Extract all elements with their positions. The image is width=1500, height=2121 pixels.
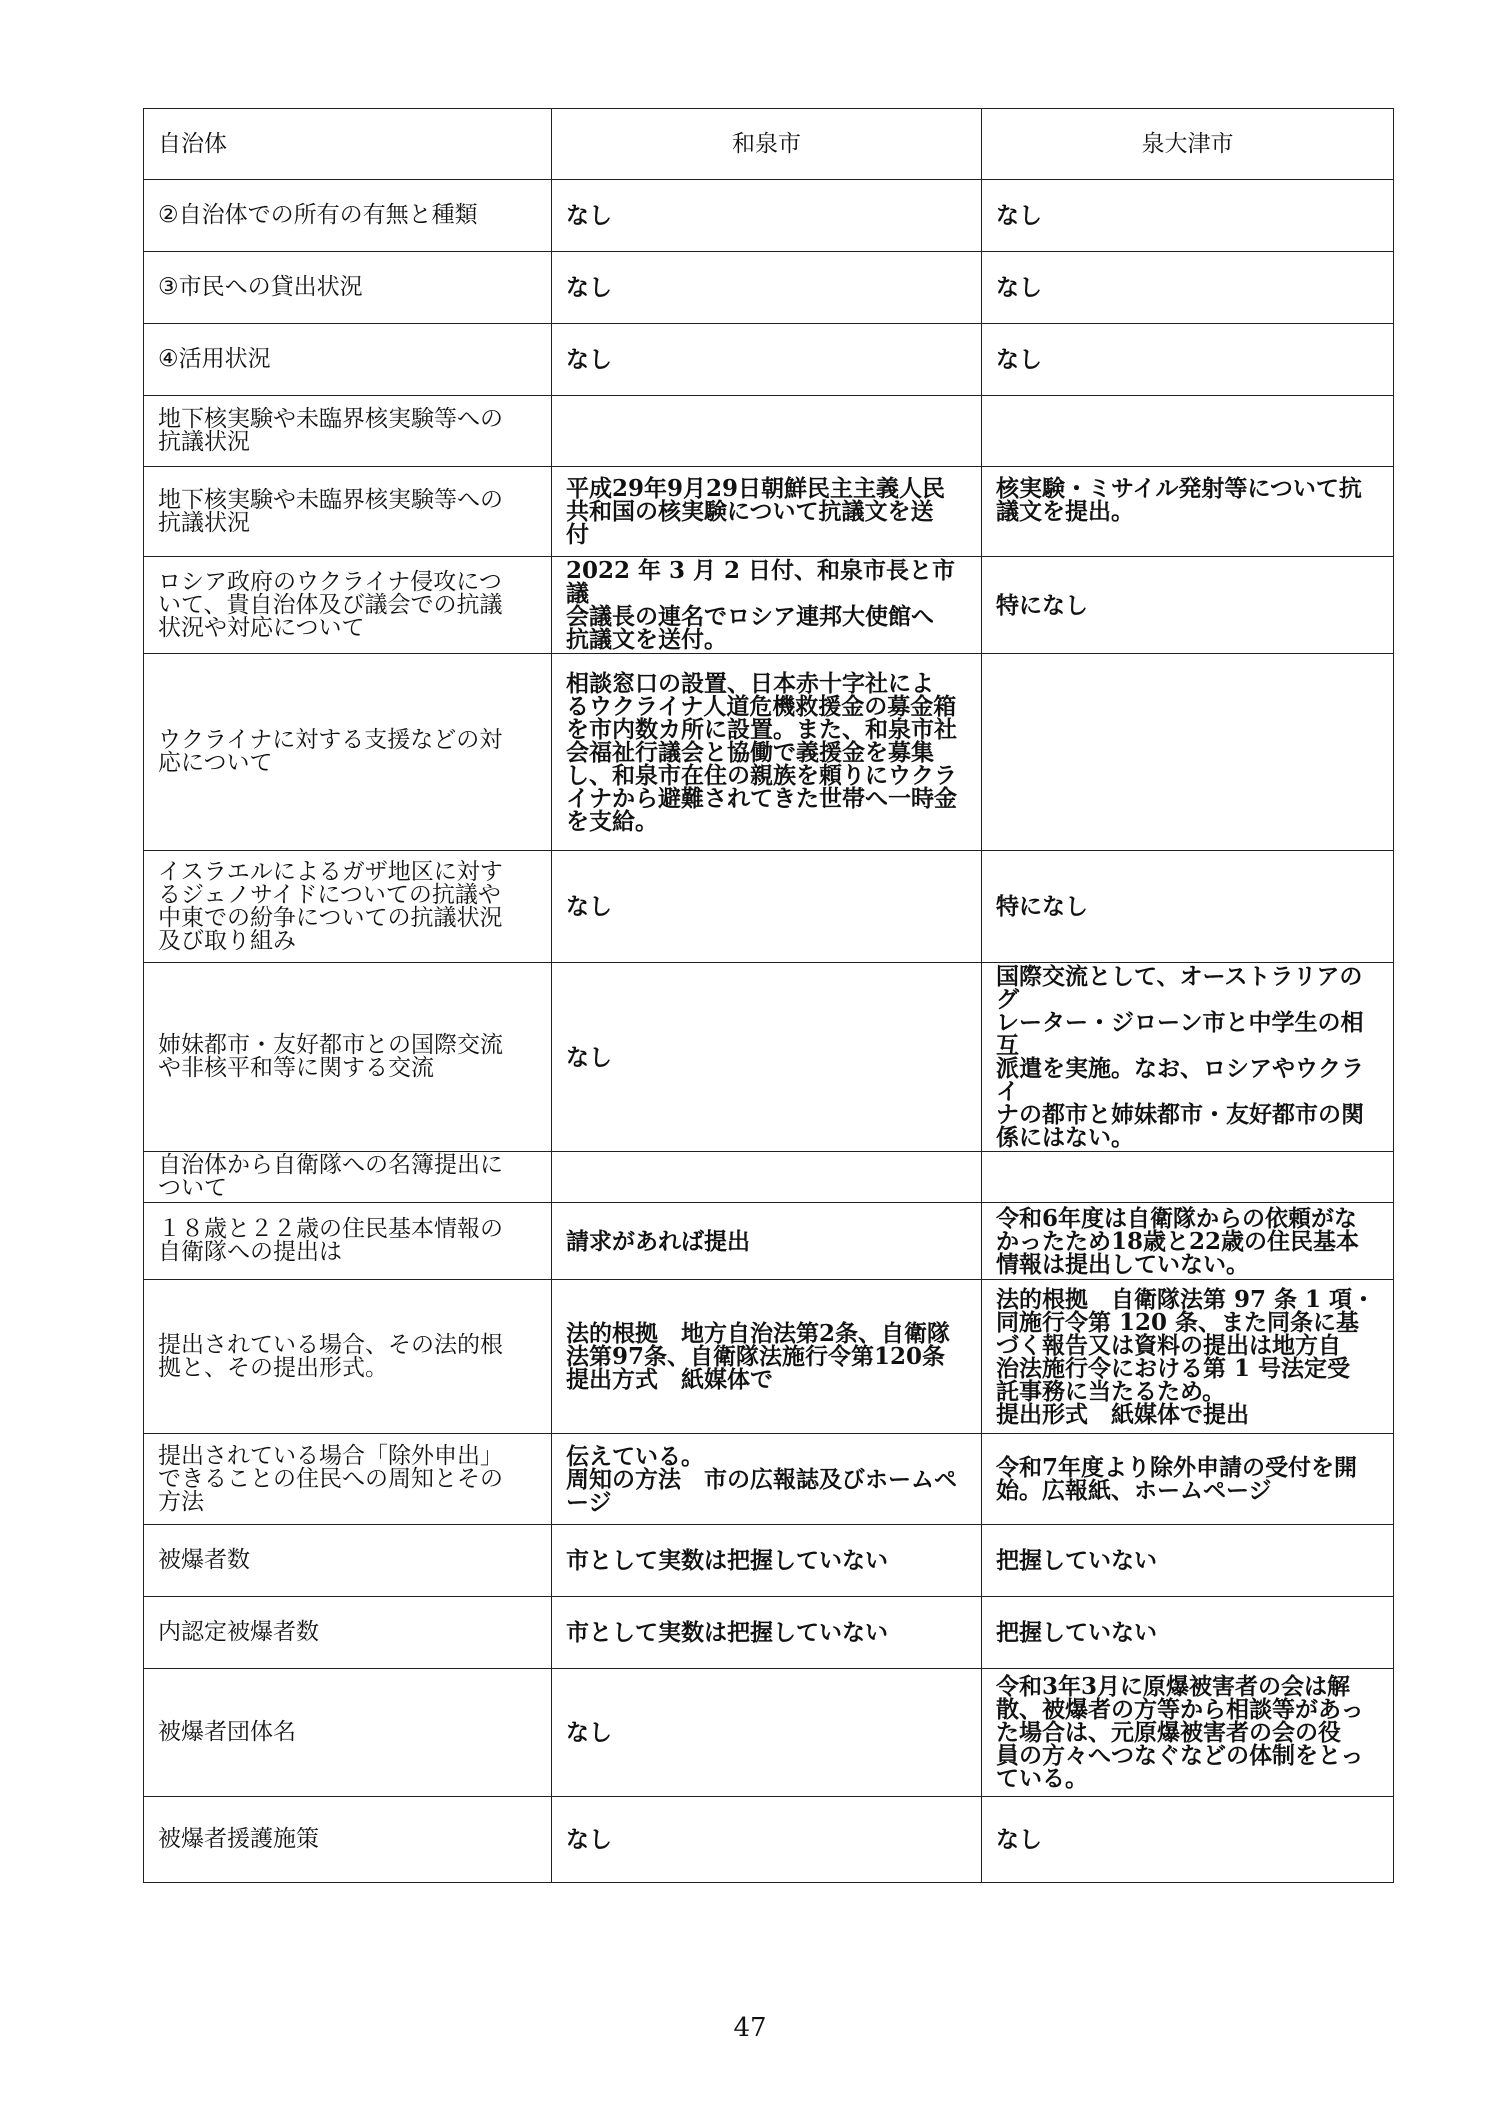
row-item-label: ウクライナに対する支援などの対 応について xyxy=(144,654,552,851)
table-row xyxy=(144,1597,1394,1669)
table-row xyxy=(144,1434,1394,1525)
izumiotsu-cell: 令和6年度は自衛隊からの依頼がな かったため18歳と22歳の住民基本 情報は提出していない。 xyxy=(982,1203,1394,1280)
table-row xyxy=(144,1280,1394,1434)
row-item-label: ④活用状況 xyxy=(144,324,552,396)
table-row xyxy=(144,252,1394,324)
izumi-cell: 市として実数は把握していない xyxy=(552,1525,982,1597)
izumi-cell: 相談窓口の設置、日本赤十字社によ るウクライナ人道危機救援金の募金箱 を市内数カ所に設置。また、和泉市社 会福祉行議会と協働で義援金を募集 し、和泉市在住の親族を頼りにウクラ イナから避難されてきた世帯へ一時金 を支給。 xyxy=(552,654,982,851)
izumiotsu-cell: 令和7年度より除外申請の受付を開 始。広報紙、ホームページ xyxy=(982,1434,1394,1525)
table-row xyxy=(144,1797,1394,1883)
izumiotsu-cell: 令和3年3月に原爆被害者の会は解 散、被爆者の方等から相談等があっ た場合は、元原爆被害者の会の役 員の方々へつなぐなどの体制をとっ ている。 xyxy=(982,1669,1394,1797)
header-row xyxy=(144,109,1394,180)
row-item-label: 地下核実験や未臨界核実験等への 抗議状況 xyxy=(144,396,552,467)
izumiotsu-cell: 把握していない xyxy=(982,1597,1394,1669)
izumiotsu-cell: 法的根拠 自衛隊法第 97 条 1 項・ 同施行令第 120 条、また同条に基 づく報告又は資料の提出は地方自 治法施行令における第 1 号法定受 託事務に当たるため。 提出形式 紙媒体で提出 xyxy=(982,1280,1394,1434)
table-row xyxy=(144,557,1394,654)
table-row xyxy=(144,1669,1394,1797)
row-item-label: 地下核実験や未臨界核実験等への 抗議状況 xyxy=(144,467,552,557)
row-item-label: 姉妹都市・友好都市との国際交流 や非核平和等に関する交流 xyxy=(144,963,552,1152)
izumiotsu-cell xyxy=(982,396,1394,467)
row-item-label: 被爆者援護施策 xyxy=(144,1797,552,1883)
izumiotsu-cell: なし xyxy=(982,1797,1394,1883)
row-item-label: 自治体から自衛隊への名簿提出に ついて xyxy=(144,1152,552,1203)
izumi-cell: 市として実数は把握していない xyxy=(552,1597,982,1669)
survey-table xyxy=(143,108,1394,1883)
row-item-label: ③市民への貸出状況 xyxy=(144,252,552,324)
izumi-cell: なし xyxy=(552,963,982,1152)
izumiotsu-cell: 国際交流として、オーストラリアのグ レーター・ジローン市と中学生の相互 派遣を実施。なお、ロシアやウクライ ナの都市と姉妹都市・友好都市の関 係にはない。 xyxy=(982,963,1394,1152)
row-item-label: ロシア政府のウクライナ侵攻につ いて、貴自治体及び議会での抗議 状況や対応について xyxy=(144,557,552,654)
table-row xyxy=(144,1203,1394,1280)
table-row xyxy=(144,324,1394,396)
header-item-label: 自治体 xyxy=(144,109,552,180)
izumi-cell: 平成29年9月29日朝鮮民主主義人民 共和国の核実験について抗議文を送 付 xyxy=(552,467,982,557)
izumi-cell: なし xyxy=(552,851,982,963)
izumiotsu-cell: 把握していない xyxy=(982,1525,1394,1597)
izumiotsu-cell: なし xyxy=(982,324,1394,396)
izumi-cell: なし xyxy=(552,1797,982,1883)
table-row xyxy=(144,654,1394,851)
table-row xyxy=(144,467,1394,557)
header-izumi-label: 和泉市 xyxy=(552,109,982,180)
izumiotsu-cell xyxy=(982,1152,1394,1203)
izumi-cell xyxy=(552,396,982,467)
izumiotsu-cell: なし xyxy=(982,180,1394,252)
izumi-cell: 法的根拠 地方自治法第2条、自衛隊 法第97条、自衛隊法施行令第120条 提出方式 紙媒体で xyxy=(552,1280,982,1434)
row-item-label: イスラエルによるガザ地区に対す るジェノサイドについての抗議や 中東での紛争についての抗議状況 及び取り組み xyxy=(144,851,552,963)
izumiotsu-cell: 核実験・ミサイル発射等について抗 議文を提出。 xyxy=(982,467,1394,557)
row-item-label: 被爆者団体名 xyxy=(144,1669,552,1797)
izumi-cell xyxy=(552,1152,982,1203)
izumi-cell: なし xyxy=(552,324,982,396)
page-number: 47 xyxy=(733,2013,767,2043)
izumiotsu-cell xyxy=(982,654,1394,851)
izumi-cell: なし xyxy=(552,1669,982,1797)
row-item-label: ②自治体での所有の有無と種類 xyxy=(144,180,552,252)
table-row xyxy=(144,963,1394,1152)
izumi-cell: 2022 年 3 月 2 日付、和泉市長と市議 会議長の連名でロシア連邦大使館へ 抗議文を送付。 xyxy=(552,557,982,654)
izumi-cell: 伝えている。 周知の方法 市の広報誌及びホームペ ージ xyxy=(552,1434,982,1525)
row-item-label: １８歳と２２歳の住民基本情報の 自衛隊への提出は xyxy=(144,1203,552,1280)
table-row xyxy=(144,1525,1394,1597)
row-item-label: 内認定被爆者数 xyxy=(144,1597,552,1669)
row-item-label: 提出されている場合「除外申出」 できることの住民への周知とその 方法 xyxy=(144,1434,552,1525)
table-row xyxy=(144,1152,1394,1203)
izumi-cell: なし xyxy=(552,252,982,324)
izumi-cell: 請求があれば提出 xyxy=(552,1203,982,1280)
izumiotsu-cell: 特になし xyxy=(982,557,1394,654)
table-row xyxy=(144,396,1394,467)
table-row xyxy=(144,851,1394,963)
header-izumiotsu-label: 泉大津市 xyxy=(982,109,1394,180)
table-row xyxy=(144,180,1394,252)
izumiotsu-cell: なし xyxy=(982,252,1394,324)
row-item-label: 提出されている場合、その法的根 拠と、その提出形式。 xyxy=(144,1280,552,1434)
row-item-label: 被爆者数 xyxy=(144,1525,552,1597)
izumiotsu-cell: 特になし xyxy=(982,851,1394,963)
izumi-cell: なし xyxy=(552,180,982,252)
